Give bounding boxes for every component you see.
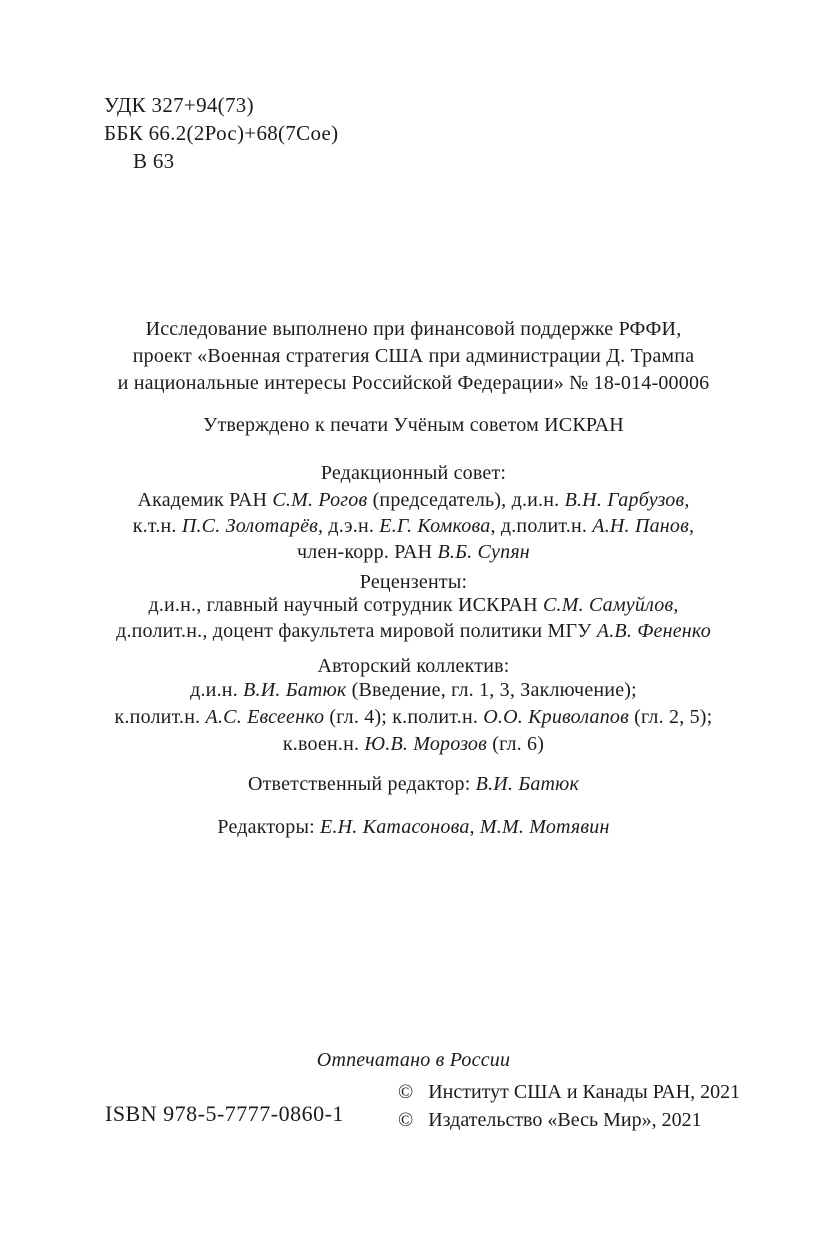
bbk-code: ББК 66.2(2Рос)+68(7Сое) [104, 121, 339, 145]
editorial-board-line-1: Академик РАН С.М. Рогов (председатель), д.и.н. В.Н. Гарбузов, [137, 489, 690, 511]
udk-code: УДК 327+94(73) [104, 93, 254, 117]
authors-line-1: д.и.н. В.И. Батюк (Введение, гл. 1, 3, Заключение); [190, 679, 637, 701]
editorial-board-line-3: член-корр. РАН В.Б. Супян [297, 541, 530, 563]
authors-heading: Авторский коллектив: [317, 655, 510, 677]
approval-note: Утверждено к печати Учёным советом ИСКРАН [203, 414, 624, 436]
editorial-board-heading: Редакционный совет: [320, 462, 507, 484]
copyright-symbol: © [398, 1081, 414, 1103]
editorial-board-line-2: к.т.н. П.С. Золотарёв, д.э.н. Е.Г. Комкова, д.полит.н. А.Н. Панов, [132, 515, 695, 537]
author-sign-code: В 63 [133, 149, 175, 173]
copyright-symbol: © [398, 1109, 414, 1131]
editors-line: Редакторы: Е.Н. Катасонова, М.М. Мотявин [217, 816, 610, 838]
responsible-editor-line: Ответственный редактор: В.И. Батюк [247, 773, 580, 795]
authors-line-2: к.полит.н. А.С. Евсеенко (гл. 4); к.полит.н. О.О. Криволапов (гл. 2, 5); [114, 706, 713, 728]
isbn: ISBN 978-5-7777-0860-1 [105, 1101, 344, 1126]
printed-in-note: Отпечатано в России [316, 1049, 511, 1071]
funding-line-3: и национальные интересы Российской Федерации» № 18-014-00006 [117, 372, 710, 394]
editorial-board-list [0, 487, 827, 565]
copyright-holder-text: Издательство «Весь Мир», 2021 [428, 1109, 702, 1131]
copyright-line-institute [398, 1078, 740, 1106]
funding-line-1: Исследование выполнено при финансовой поддержке РФФИ, [145, 318, 682, 340]
copyright-block [398, 1078, 740, 1134]
authors-line-3: к.воен.н. Ю.В. Морозов (гл. 6) [282, 733, 545, 755]
funding-line-2: проект «Военная стратегия США при администрации Д. Трампа [132, 345, 695, 367]
copyright-line-publisher [398, 1106, 740, 1134]
catalog-codes-block [104, 91, 338, 175]
authors-list [0, 677, 827, 758]
reviewers-list [0, 592, 827, 644]
copyright-holder-text: Институт США и Канады РАН, 2021 [428, 1081, 741, 1103]
reviewer-line-1: д.и.н., главный научный сотрудник ИСКРАН С.М. Самуйлов, [148, 594, 679, 616]
reviewers-heading: Рецензенты: [359, 571, 468, 593]
funding-note [0, 316, 827, 397]
reviewer-line-2: д.полит.н., доцент факультета мировой политики МГУ А.В. Фененко [116, 620, 711, 642]
